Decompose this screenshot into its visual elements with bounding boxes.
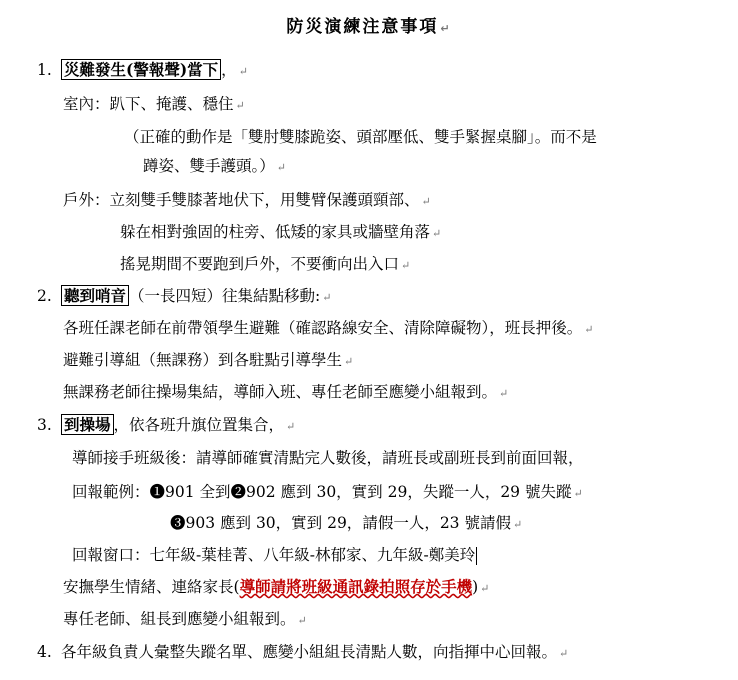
outdoor-instruction-2: 躲在相對強固的柱旁、低矮的家具或牆壁角落 ↵ bbox=[120, 223, 442, 241]
indoor-note-line-2: 蹲姿、雙手護頭。） ↵ bbox=[143, 157, 286, 175]
indoor-instruction: 室內：趴下、掩護、穩住 ↵ bbox=[63, 95, 245, 113]
section-2-line-1: 各班任課老師在前帶領學生避難（確認路線安全、清除障礙物），班長押後。 ↵ bbox=[63, 319, 594, 337]
paragraph-mark-icon: ↵ bbox=[286, 420, 296, 433]
section-2-heading: 2. 聽到哨音 （一長四短）往集結點移動: ↵ bbox=[37, 286, 332, 305]
section-3-heading: 3. 到操場 ，依各班升旗位置集合， ↵ bbox=[37, 415, 296, 434]
paragraph-mark-icon: ↵ bbox=[573, 487, 583, 500]
paragraph-mark-icon: ↵ bbox=[559, 647, 569, 660]
section-3-line-1: 導師接手班級後：請導師確實清點完人數後，請班長或副班長到前面回報， bbox=[72, 449, 584, 467]
section-number: 1. bbox=[37, 61, 52, 79]
document-title: 防災演練注意事項 ↵ bbox=[286, 17, 452, 37]
section-number: 2. bbox=[37, 287, 52, 305]
section-1-heading: 1. 災難發生(警報聲)當下 ， ↵ bbox=[37, 60, 248, 79]
section-3-line-5: 安撫學生情緒、連絡家長(導師請將班級通訊錄拍照存於手機) ↵ bbox=[63, 577, 490, 596]
highlighted-instruction: 導師請將班級通訊錄拍照存於手機 bbox=[239, 577, 473, 596]
section-number: 3. bbox=[37, 416, 52, 434]
section-heading-boxed: 到操場 bbox=[61, 414, 114, 435]
paragraph-mark-icon: ↵ bbox=[238, 65, 248, 78]
text-cursor bbox=[476, 547, 477, 565]
paragraph-mark-icon: ↵ bbox=[297, 614, 307, 627]
indoor-note-line-1: （正確的動作是「雙肘雙膝跪姿、頭部壓低、雙手緊握桌腳」。而不是 bbox=[124, 128, 597, 146]
section-2-line-2: 避難引導組（無課務）到各駐點引導學生 ↵ bbox=[63, 351, 354, 369]
section-number: 4. bbox=[37, 643, 52, 661]
paragraph-mark-icon: ↵ bbox=[584, 323, 594, 336]
paragraph-mark-icon: ↵ bbox=[480, 582, 490, 595]
paragraph-mark-icon: ↵ bbox=[432, 227, 442, 240]
section-2-line-3: 無課務老師往操場集結，導師入班、專任老師至應變小組報到。 ↵ bbox=[63, 383, 509, 401]
paragraph-mark-icon: ↵ bbox=[235, 99, 245, 112]
section-3-report-example-2: ❸903 應到 30，實到 29，請假一人，23 號請假 ↵ bbox=[170, 514, 523, 532]
paragraph-mark-icon: ↵ bbox=[440, 22, 452, 35]
paragraph-mark-icon: ↵ bbox=[401, 259, 411, 272]
section-heading-boxed: 災難發生(警報聲)當下 bbox=[61, 59, 221, 80]
paragraph-mark-icon: ↵ bbox=[344, 355, 354, 368]
section-4: 4. 各年級負責人彙整失蹤名單、應變小組組長清點人數，向指揮中心回報。 ↵ bbox=[37, 643, 569, 661]
paragraph-mark-icon: ↵ bbox=[276, 161, 286, 174]
section-heading-boxed: 聽到哨音 bbox=[61, 285, 129, 306]
outdoor-instruction-3: 搖晃期間不要跑到戶外，不要衝向出入口 ↵ bbox=[120, 255, 411, 273]
section-3-report-contact: 回報窗口：七年級-葉桂菁、八年級-林郁家、九年級-鄭美玲 bbox=[72, 546, 476, 564]
paragraph-mark-icon: ↵ bbox=[421, 195, 431, 208]
section-3-report-example: 回報範例：❶901 全到❷902 應到 30，實到 29，失蹤一人，29 號失蹤 ↵ bbox=[72, 483, 583, 501]
section-3-line-6: 專任老師、組長到應變小組報到。 ↵ bbox=[63, 610, 307, 628]
outdoor-instruction-1: 戶外：立刻雙手雙膝著地伏下，用雙臂保護頭頸部、 ↵ bbox=[63, 191, 431, 209]
paragraph-mark-icon: ↵ bbox=[499, 387, 509, 400]
paragraph-mark-icon: ↵ bbox=[512, 518, 523, 531]
paragraph-mark-icon: ↵ bbox=[322, 291, 332, 304]
